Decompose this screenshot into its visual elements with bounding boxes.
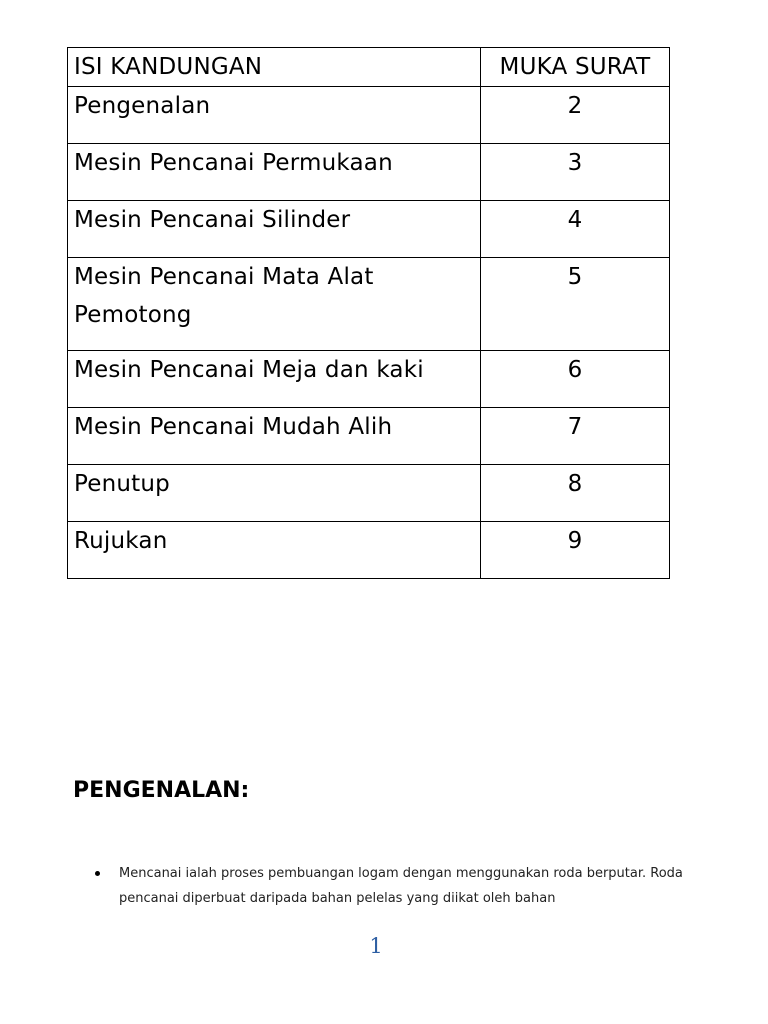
toc-row-title: Mesin Pencanai Permukaan [68, 144, 481, 201]
toc-row-title: Mesin Pencanai Meja dan kaki [68, 351, 481, 408]
toc-row [68, 465, 670, 522]
list-item [92, 861, 692, 911]
toc-row-title: Rujukan [68, 522, 481, 579]
toc-header-row [68, 48, 670, 87]
toc-row-page: 7 [481, 408, 670, 465]
toc-row [68, 408, 670, 465]
list-item-text: Mencanai ialah proses pembuangan logam dengan menggunakan roda berputar. Roda pencanai diperbuat daripada bahan pelelas yang diikat oleh bahan [119, 866, 683, 906]
toc-row [68, 351, 670, 408]
toc-row-title: Mesin Pencanai Silinder [68, 201, 481, 258]
toc-row-page: 6 [481, 351, 670, 408]
toc-row-page: 8 [481, 465, 670, 522]
toc-row [68, 144, 670, 201]
intro-bullet-list [92, 861, 692, 911]
toc-row-title: Pengenalan [68, 87, 481, 144]
bullet-icon [95, 871, 100, 876]
section-heading: PENGENALAN: [73, 778, 250, 803]
toc-row [68, 258, 670, 351]
toc-row-title: Penutup [68, 465, 481, 522]
toc-row-page: 3 [481, 144, 670, 201]
toc-row-page: 9 [481, 522, 670, 579]
toc-row [68, 522, 670, 579]
toc-row-page: 4 [481, 201, 670, 258]
toc-header-contents: ISI KANDUNGAN [68, 48, 481, 87]
toc-row-title: Mesin Pencanai Mata Alat Pemotong [68, 258, 481, 351]
table-of-contents [67, 47, 670, 579]
toc-row-page: 5 [481, 258, 670, 351]
toc-row-page: 2 [481, 87, 670, 144]
toc-row [68, 201, 670, 258]
page-number: 1 [369, 934, 383, 958]
toc-header-page: MUKA SURAT [481, 48, 670, 87]
toc-row [68, 87, 670, 144]
toc-row-title: Mesin Pencanai Mudah Alih [68, 408, 481, 465]
